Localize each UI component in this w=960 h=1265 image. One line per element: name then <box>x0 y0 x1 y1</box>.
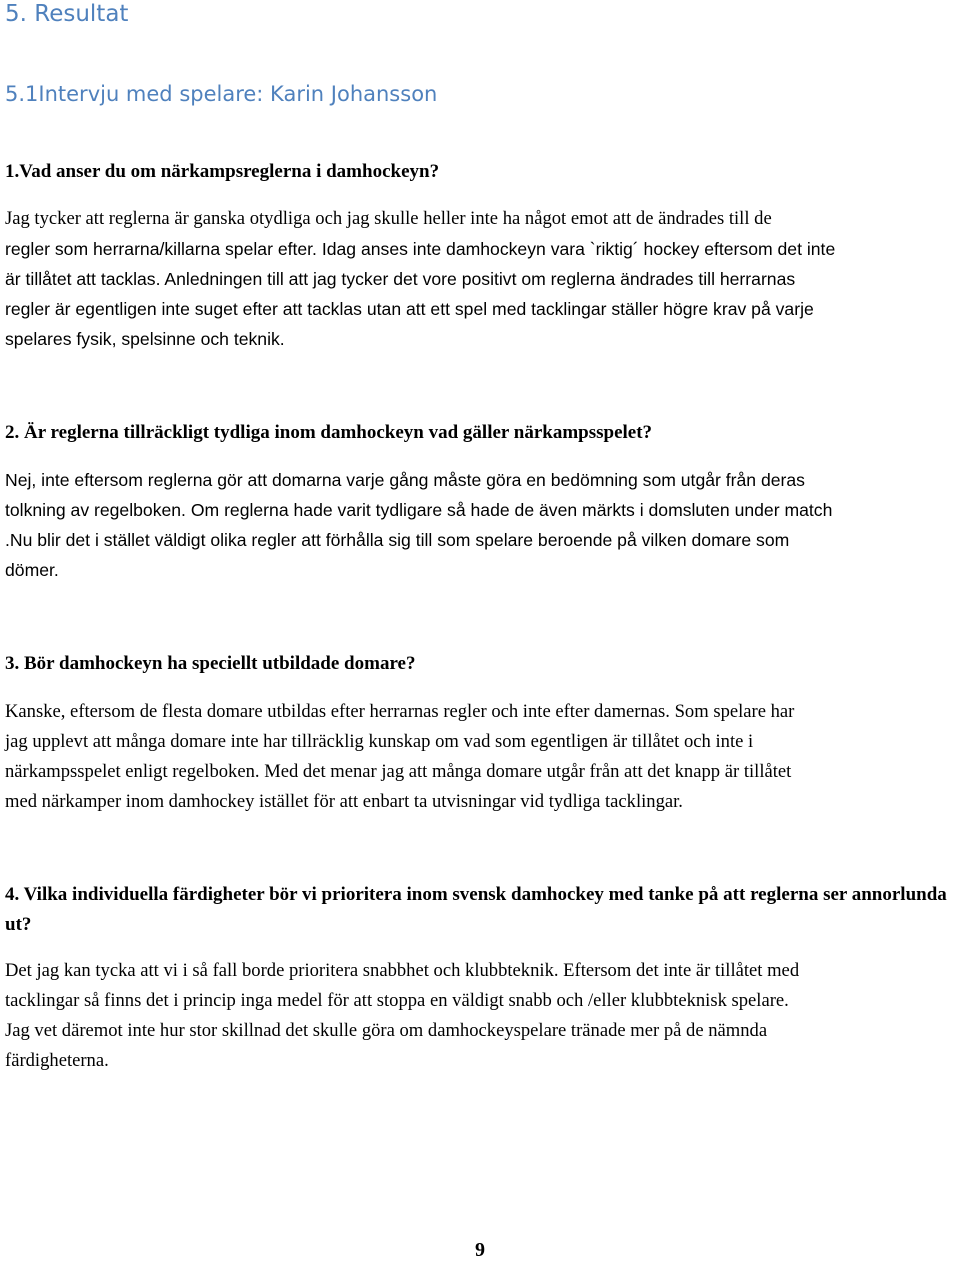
question-1: 1.Vad anser du om närkampsreglerna i damhockeyn? <box>5 161 440 182</box>
answer-3-line: jag upplevt att många domare inte har tillräcklig kunskap om vad som egentligen är tillåtet och inte i <box>5 731 754 752</box>
answer-3-line: med närkamper inom damhockey istället för att enbart ta utvisningar vid tydliga tacklingar. <box>5 791 683 812</box>
answer-4-line: färdigheterna. <box>5 1050 109 1071</box>
answer-2-line: tolkning av regelboken. Om reglerna hade varit tydligare så hade de även märkts i domsluten under match <box>5 500 833 520</box>
page-number: 9 <box>475 1239 485 1261</box>
answer-1-line: är tillåtet att tacklas. Anledningen till att jag tycker det vore positivt om reglerna ändrades till herrarnas <box>5 269 796 289</box>
answer-1-line: Jag tycker att reglerna är ganska otydliga och jag skulle heller inte ha något emot att de ändrades till de <box>5 208 772 229</box>
answer-2-line: Nej, inte eftersom reglerna gör att domarna varje gång måste göra en bedömning som utgår från deras <box>5 470 805 490</box>
answer-4-line: tacklingar så finns det i princip inga medel för att stoppa en väldigt snabb och /eller klubbteknisk spelare. <box>5 990 789 1011</box>
answer-4-line: Det jag kan tycka att vi i så fall borde prioritera snabbhet och klubbteknik. Eftersom det inte är tillåtet med <box>5 960 800 981</box>
answer-1-line: regler som herrarna/killarna spelar efter. Idag anses inte damhockeyn vara `riktig´ hockey eftersom det inte <box>5 239 836 259</box>
answer-2-line: .Nu blir det i stället väldigt olika regler att förhålla sig till som spelare beroende på vilken domare som <box>5 530 790 550</box>
question-3: 3. Bör damhockeyn ha speciellt utbildade domare? <box>5 653 416 674</box>
question-4: 4. Vilka individuella färdigheter bör vi prioritera inom svensk damhockey med tanke på att reglerna ser annorlunda ut? <box>5 884 947 935</box>
answer-3-line: närkampsspelet enligt regelboken. Med det menar jag att många domare utgår från att det knapp är tillåtet <box>5 761 792 782</box>
answer-1-line: spelares fysik, spelsinne och teknik. <box>5 329 285 349</box>
answer-1-line: regler är egentligen inte suget efter att tacklas utan att ett spel med tacklingar ställer högre krav på varje <box>5 299 814 319</box>
interview-heading: 5.1Intervju med spelare: Karin Johansson <box>5 82 438 106</box>
answer-3-line: Kanske, eftersom de flesta domare utbildas efter herrarnas regler och inte efter damernas. Som spelare har <box>5 701 795 722</box>
answer-1 <box>5 204 960 354</box>
question-2: 2. Är reglerna tillräckligt tydliga inom damhockeyn vad gäller närkampsspelet? <box>5 422 653 443</box>
answer-4-line: Jag vet däremot inte hur stor skillnad det skulle göra om damhockeyspelare tränade mer på de nämnda <box>5 1020 768 1041</box>
answer-2-line: dömer. <box>5 560 59 580</box>
answer-4 <box>5 956 960 1076</box>
answer-3 <box>5 697 960 817</box>
answer-2 <box>5 465 960 585</box>
section-heading: 5. Resultat <box>5 1 129 27</box>
